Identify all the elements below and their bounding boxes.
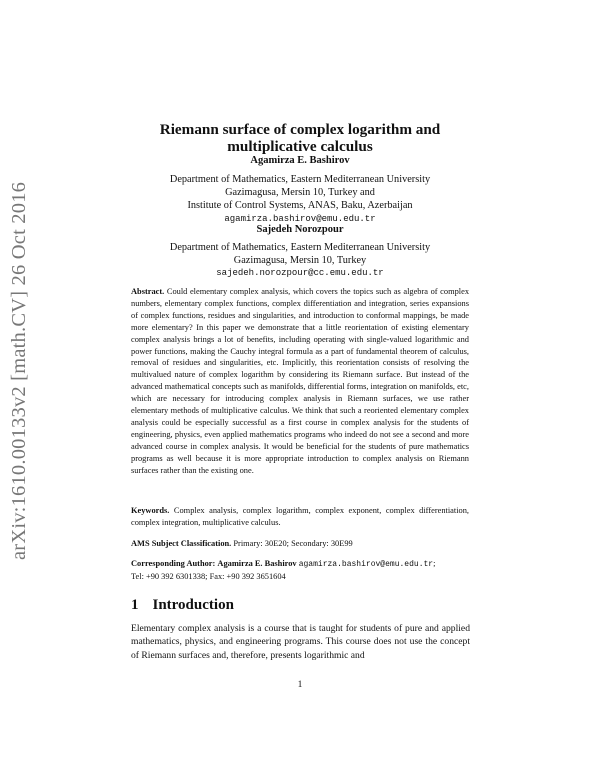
author-email: sajedeh.norozpour@cc.emu.edu.tr: [216, 268, 384, 279]
author-block-1: [90, 154, 510, 226]
keywords-label: Keywords.: [131, 506, 170, 515]
author-affiliation: [90, 241, 510, 281]
ams-text: Primary: 30E20; Secondary: 30E99: [233, 539, 353, 548]
section-title: Introduction: [152, 597, 234, 613]
author-affiliation: [90, 173, 510, 226]
corresponding-email: agamirza.bashirov@emu.edu.tr: [298, 560, 434, 569]
corresponding-separator: ;: [433, 559, 436, 568]
title-line-1: Riemann surface of complex logarithm and: [159, 121, 441, 138]
affiliation-line: Department of Mathematics, Eastern Mediterranean University: [169, 174, 431, 185]
abstract-label: Abstract.: [131, 287, 165, 296]
paper-title: [90, 121, 510, 155]
author-block-2: [90, 223, 510, 281]
ams-label: AMS Subject Classification.: [131, 539, 232, 548]
section-heading: [131, 596, 234, 614]
body-paragraph: Elementary complex analysis is a course that is taught for students of pure and applied mathematics, physics, and engineering programs. This course does not use the concept of Riemann surfaces and, therefore, presents logarithmic and: [131, 623, 470, 661]
arxiv-identifier: arXiv:1610.00133v2 [math.CV] 26 Oct 2016: [8, 181, 30, 560]
ams-classification: [131, 538, 469, 550]
abstract-text: Could elementary complex analysis, which covers the topics such as algebra of complex numbers, elementary complex functions, complex differentiation and integration, series expansions of complex functions, residues and singularities, and introduction to conformal mappings, be made more elementary? In this paper we demonstrate that a little reorientation of existing elementary complex analysis brings a lot of benefits, including operating with single-valued logarithmic and power functions, making the Cauchy integral formula as a part of fundamental theorem of calculus, removal of residues and singularities, etc. Implicitly, this reorientation consists of resolving the multivalued nature of complex logarithm by considering its Riemann surface. But instead of the advanced mathematical concepts such as manifolds, differential forms, integration on manifolds, etc, which are necessary for introducing complex analysis in Riemann surfaces, we use rather elementary methods of multiplicative calculus. We think that such a reoriented elementary complex analysis could be especially successful as a first course in complex analysis for the students of engineering, physics, even applied mathematics programs who indeed do not see a second and more advanced course in complex analysis. It would be beneficial for the students of pure mathematics programs as well because it is more appropriate introduction to complex analysis on Riemann surfaces rather than the existing one.: [131, 287, 470, 475]
page-number: 1: [297, 680, 303, 690]
affiliation-line: Gazimagusa, Mersin 10, Turkey and: [225, 187, 375, 199]
corresponding-label: Corresponding Author:: [131, 559, 216, 568]
keywords-text: Complex analysis, complex logarithm, complex exponent, complex differentiation, complex integration, multiplicative calculus.: [131, 506, 470, 527]
abstract: [131, 286, 469, 477]
author-name: Sajedeh Norozpour: [256, 224, 344, 235]
affiliation-line: Gazimagusa, Mersin 10, Turkey: [233, 255, 367, 267]
affiliation-line: Institute of Control Systems, ANAS, Baku, Azerbaijan: [187, 200, 413, 212]
author-email: agamirza.bashirov@emu.edu.tr: [224, 213, 376, 224]
corresponding-phone: Tel: +90 392 6301338; Fax: +90 392 3651604: [131, 571, 286, 581]
keywords: [131, 505, 469, 529]
title-line-2: multiplicative calculus: [227, 138, 373, 155]
author-name: Agamirza E. Bashirov: [250, 155, 350, 166]
section-number: 1: [131, 597, 139, 613]
affiliation-line: Department of Mathematics, Eastern Mediterranean University: [169, 242, 431, 253]
corresponding-name: Agamirza E. Bashirov: [217, 559, 297, 568]
corresponding-author: [131, 558, 469, 583]
